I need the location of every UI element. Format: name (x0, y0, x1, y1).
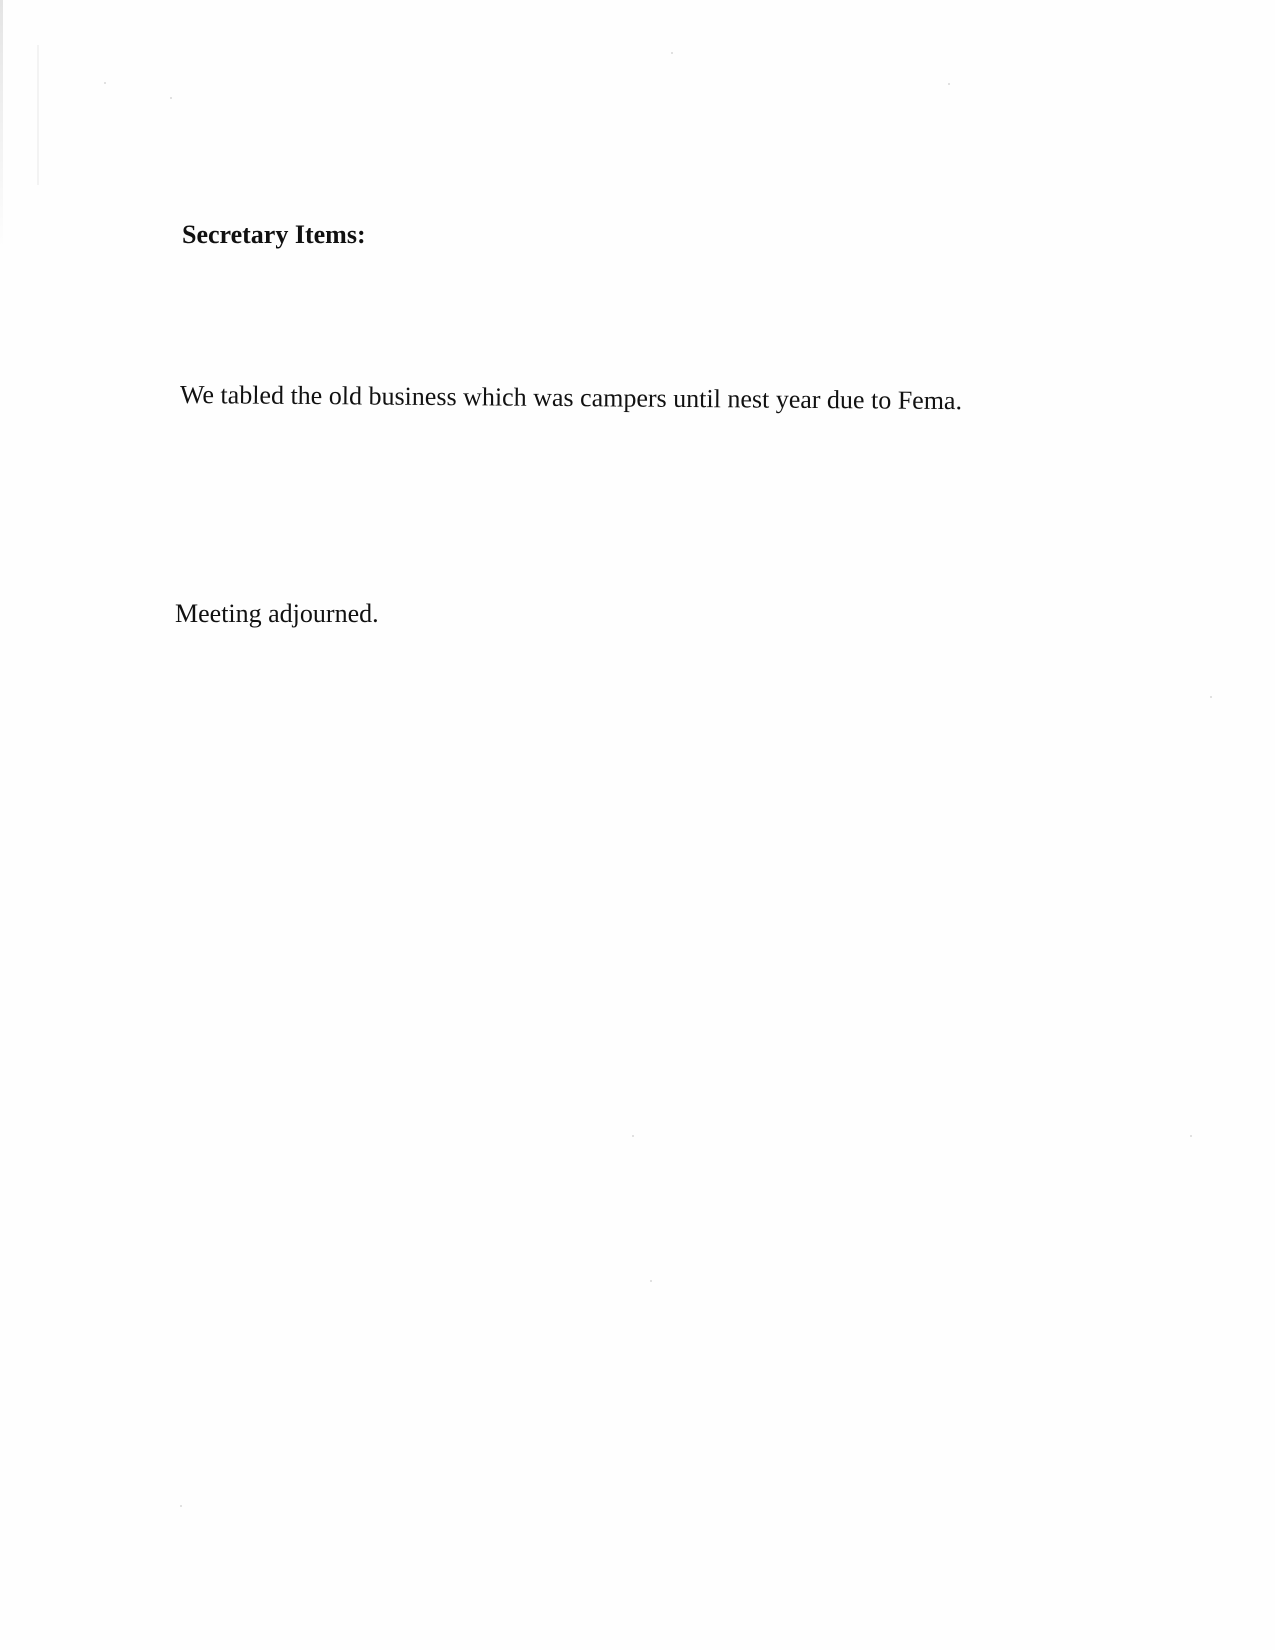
adjournment-paragraph: Meeting adjourned. (175, 599, 379, 628)
scan-speck (632, 1135, 634, 1137)
scan-speck (180, 1505, 182, 1507)
scan-speck (948, 83, 950, 85)
scan-edge-line (37, 45, 39, 185)
section-heading: Secretary Items: (182, 220, 366, 249)
scan-speck (650, 1280, 652, 1282)
scan-speck (1190, 1135, 1192, 1137)
scan-speck (170, 97, 172, 99)
minutes-paragraph: We tabled the old business which was campers until nest year due to Fema. (179, 380, 963, 416)
scan-speck (671, 52, 673, 54)
scan-speck (104, 82, 106, 84)
scan-edge-shadow (0, 0, 3, 250)
scan-speck (1210, 696, 1212, 698)
